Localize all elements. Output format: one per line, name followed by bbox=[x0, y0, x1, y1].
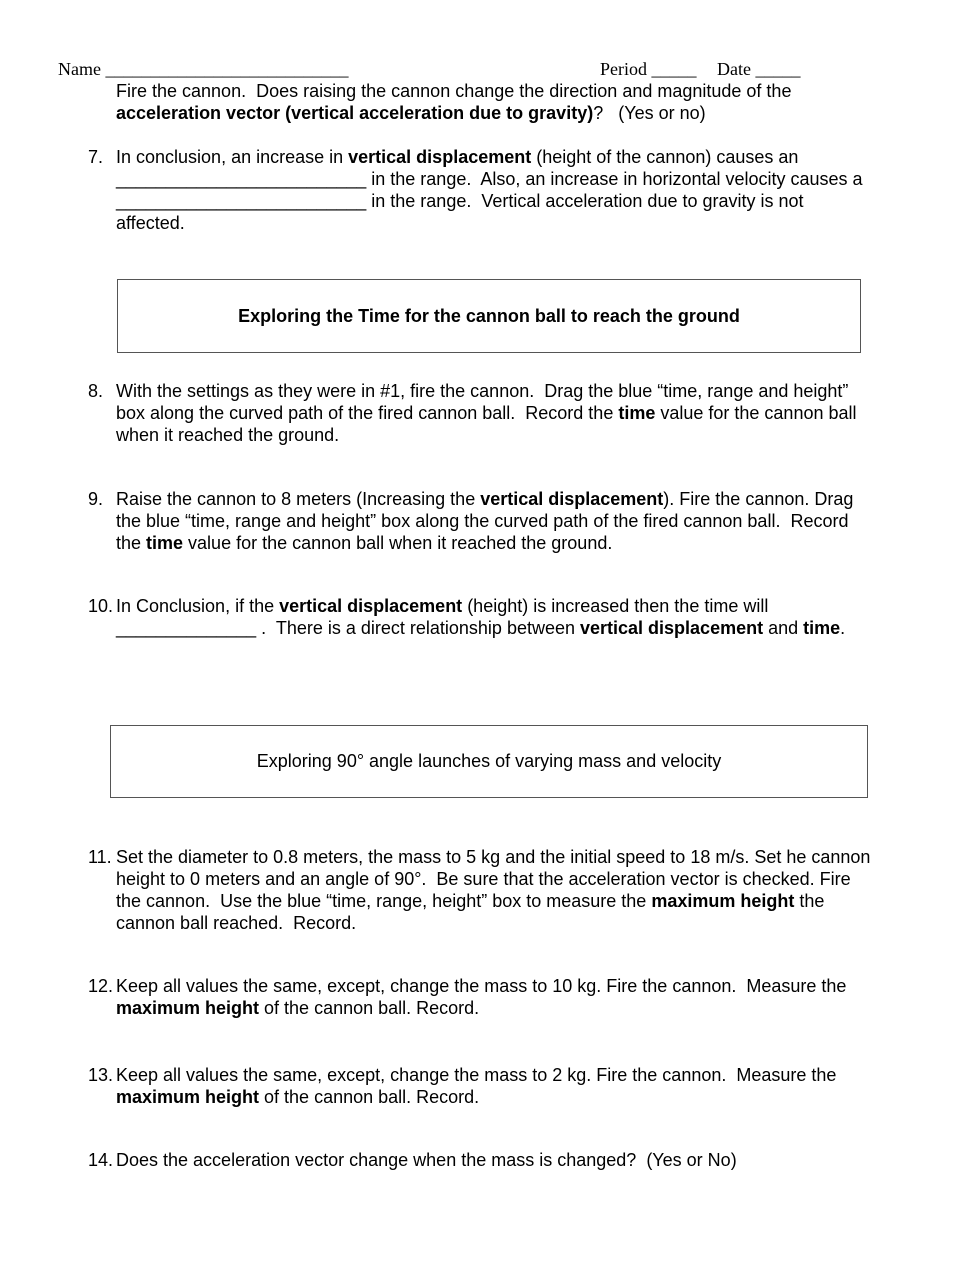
question-number: 12. bbox=[88, 976, 114, 996]
text: value for the cannon ball when it reached the ground. bbox=[183, 533, 613, 553]
bold-text: maximum height bbox=[651, 891, 795, 911]
bold-text: maximum height bbox=[116, 998, 260, 1018]
text: _________________________ in the range. Also, an increase in horizontal velocity causes a bbox=[116, 169, 863, 189]
text: Raise the cannon to 8 meters (Increasing the bbox=[116, 489, 481, 509]
bold-text: vertical displacement bbox=[279, 596, 463, 616]
text-line bbox=[116, 890, 824, 912]
text-line bbox=[116, 997, 479, 1019]
text: . bbox=[840, 618, 846, 638]
text-line bbox=[116, 380, 848, 402]
question-number: 14. bbox=[88, 1150, 114, 1170]
text: height to 0 meters and an angle of 90°. Be sure that the acceleration vector is checked. Fire bbox=[116, 869, 851, 889]
date-field-label: Date _____ bbox=[717, 59, 801, 79]
text-line bbox=[116, 402, 857, 424]
text-line bbox=[116, 595, 768, 617]
text: when it reached the ground. bbox=[116, 425, 340, 445]
text: In Conclusion, if the bbox=[116, 596, 280, 616]
text: Keep all values the same, except, change the mass to 2 kg. Fire the cannon. Measure the bbox=[116, 1065, 837, 1085]
question-number: 8. bbox=[88, 381, 104, 401]
text-line bbox=[116, 912, 356, 934]
text-line bbox=[116, 168, 863, 190]
text: and bbox=[763, 618, 804, 638]
bold-text: maximum height bbox=[116, 1087, 260, 1107]
text-line bbox=[116, 868, 851, 890]
text: cannon ball reached. Record. bbox=[116, 913, 357, 933]
text: affected. bbox=[116, 213, 185, 233]
text-line bbox=[116, 532, 612, 554]
text: Does the acceleration vector change when the mass is changed? (Yes or No) bbox=[116, 1150, 737, 1170]
text: of the cannon ball. Record. bbox=[259, 1087, 480, 1107]
text: (height of the cannon) causes an bbox=[531, 147, 799, 167]
text-line bbox=[116, 488, 853, 510]
text: the bbox=[794, 891, 825, 911]
text: the blue “time, range and height” box along the curved path of the fired cannon ball. Record bbox=[116, 511, 849, 531]
name-field-label: Name ___________________________ bbox=[58, 59, 349, 79]
text-line bbox=[116, 846, 870, 868]
text-line bbox=[116, 510, 848, 532]
text: ______________ . There is a direct relationship between bbox=[116, 618, 580, 638]
text: Keep all values the same, except, change the mass to 10 kg. Fire the cannon. Measure the bbox=[116, 976, 847, 996]
text: the bbox=[116, 533, 147, 553]
question-number: 13. bbox=[88, 1065, 114, 1085]
bold-text: vertical displacement bbox=[580, 618, 764, 638]
text: ? (Yes or no) bbox=[593, 103, 706, 123]
period-field-label: Period _____ bbox=[600, 59, 697, 79]
text: value for the cannon ball bbox=[655, 403, 857, 423]
text: Set the diameter to 0.8 meters, the mass to 5 kg and the initial speed to 18 m/s. Set he cannon bbox=[116, 847, 871, 867]
bold-text: acceleration vector (vertical acceleration due to gravity) bbox=[116, 103, 594, 123]
text-line bbox=[116, 190, 804, 212]
text-line bbox=[116, 975, 846, 997]
bold-text: time bbox=[618, 403, 656, 423]
text: the cannon. Use the blue “time, range, height” box to measure the bbox=[116, 891, 652, 911]
text-line bbox=[116, 1149, 737, 1171]
text-line bbox=[116, 1086, 479, 1108]
section-heading-box bbox=[117, 279, 861, 353]
bold-text: time bbox=[146, 533, 184, 553]
text: Fire the cannon. Does raising the cannon change the direction and magnitude of the bbox=[116, 81, 792, 101]
question-number: 7. bbox=[88, 147, 104, 167]
text-line bbox=[116, 1064, 836, 1086]
text-line bbox=[116, 424, 339, 446]
text-line bbox=[116, 146, 798, 168]
text: In conclusion, an increase in bbox=[116, 147, 349, 167]
question-number: 10. bbox=[88, 596, 114, 616]
text-line bbox=[116, 102, 706, 124]
text: (height) is increased then the time will bbox=[462, 596, 769, 616]
text-line bbox=[116, 212, 185, 234]
text-line bbox=[116, 617, 845, 639]
text: box along the curved path of the fired cannon ball. Record the bbox=[116, 403, 619, 423]
text-line bbox=[116, 80, 791, 102]
question-number: 9. bbox=[88, 489, 104, 509]
section-heading-box bbox=[110, 725, 868, 798]
text: _________________________ in the range. Vertical acceleration due to gravity is not bbox=[116, 191, 804, 211]
text: of the cannon ball. Record. bbox=[259, 998, 480, 1018]
bold-text: time bbox=[803, 618, 841, 638]
section-heading: Exploring 90° angle launches of varying mass and velocity bbox=[256, 751, 722, 771]
text: With the settings as they were in #1, fire the cannon. Drag the blue “time, range and height” bbox=[116, 381, 849, 401]
bold-text: vertical displacement bbox=[480, 489, 664, 509]
bold-text: vertical displacement bbox=[348, 147, 532, 167]
section-heading: Exploring the Time for the cannon ball to reach the ground bbox=[238, 305, 740, 326]
text: ). Fire the cannon. Drag bbox=[663, 489, 854, 509]
question-number: 11. bbox=[88, 847, 112, 867]
